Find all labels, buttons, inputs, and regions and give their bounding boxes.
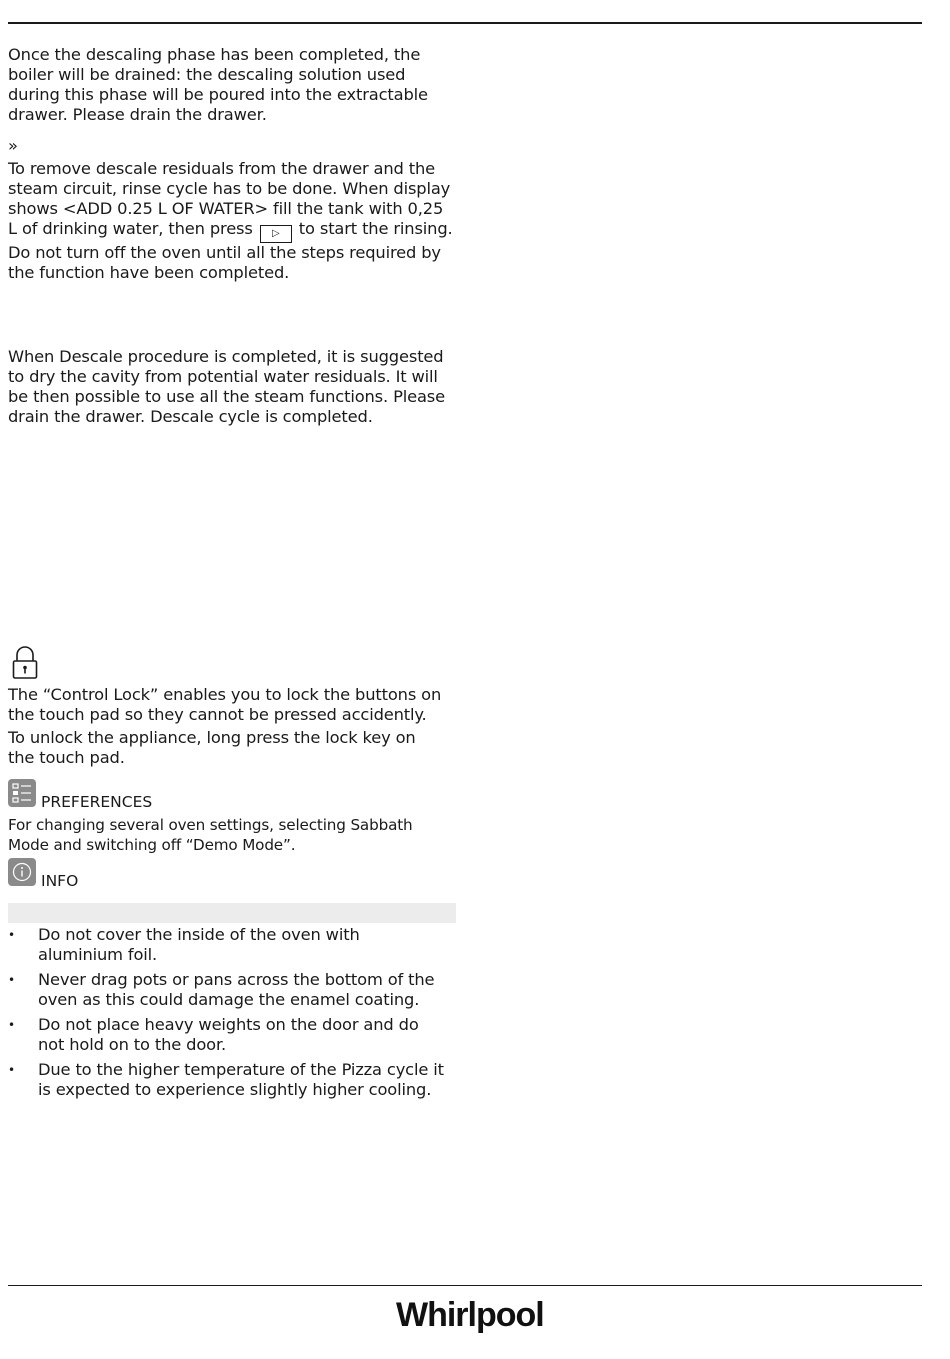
info-label: INFO [41, 872, 79, 890]
list-item: • Never drag pots or pans across the bottom of the oven as this could damage the enamel coating. [8, 970, 458, 1010]
play-key-icon: ▷ [260, 225, 292, 243]
list-item: • Do not place heavy weights on the door and do not hold on to the door. [8, 1015, 458, 1055]
preferences-list-icon [8, 779, 36, 807]
control-lock-paragraph: The “Control Lock” enables you to lock the buttons on the touch pad so they cannot be pressed accidently. [8, 685, 442, 724]
descale-drain-paragraph: Once the descaling phase has been completed, the boiler will be drained: the descaling solution used during this phase will be poured into the extractable drawer. Please drain the drawer. [8, 45, 428, 124]
brand-logo: Whirlpool [396, 1296, 544, 1334]
preferences-description: For changing several oven settings, selecting Sabbath Mode and switching off “Demo Mode”. [8, 816, 413, 854]
descale-rinse-paragraph: To remove descale residuals from the drawer and the steam circuit, rinse cycle has to be done. When display shows <ADD 0.25 L OF WATER> fill the tank with 0,25 L of drinking water, then press ▷ to start the rinsing. Do not turn off the oven until all the steps required by the function have been completed. [8, 159, 453, 282]
info-icon [8, 858, 36, 886]
bottom-rule [8, 1285, 922, 1286]
list-item: • Due to the higher temperature of the Pizza cycle it is expected to experience slightly higher cooling. [8, 1060, 458, 1100]
lock-icon [11, 646, 39, 680]
descale-complete-paragraph: When Descale procedure is completed, it is suggested to dry the cavity from potential water residuals. It will be then possible to use all the steam functions. Please drain the drawer. Descale cycle is completed. [8, 347, 446, 426]
tips-list [8, 925, 458, 1105]
preferences-label: PREFERENCES [41, 793, 153, 811]
section-header-bar [8, 903, 456, 923]
top-rule [8, 22, 922, 24]
unlock-paragraph: To unlock the appliance, long press the lock key on the touch pad. [8, 728, 416, 767]
step-chevron: » [8, 136, 18, 155]
list-item: • Do not cover the inside of the oven with aluminium foil. [8, 925, 458, 965]
